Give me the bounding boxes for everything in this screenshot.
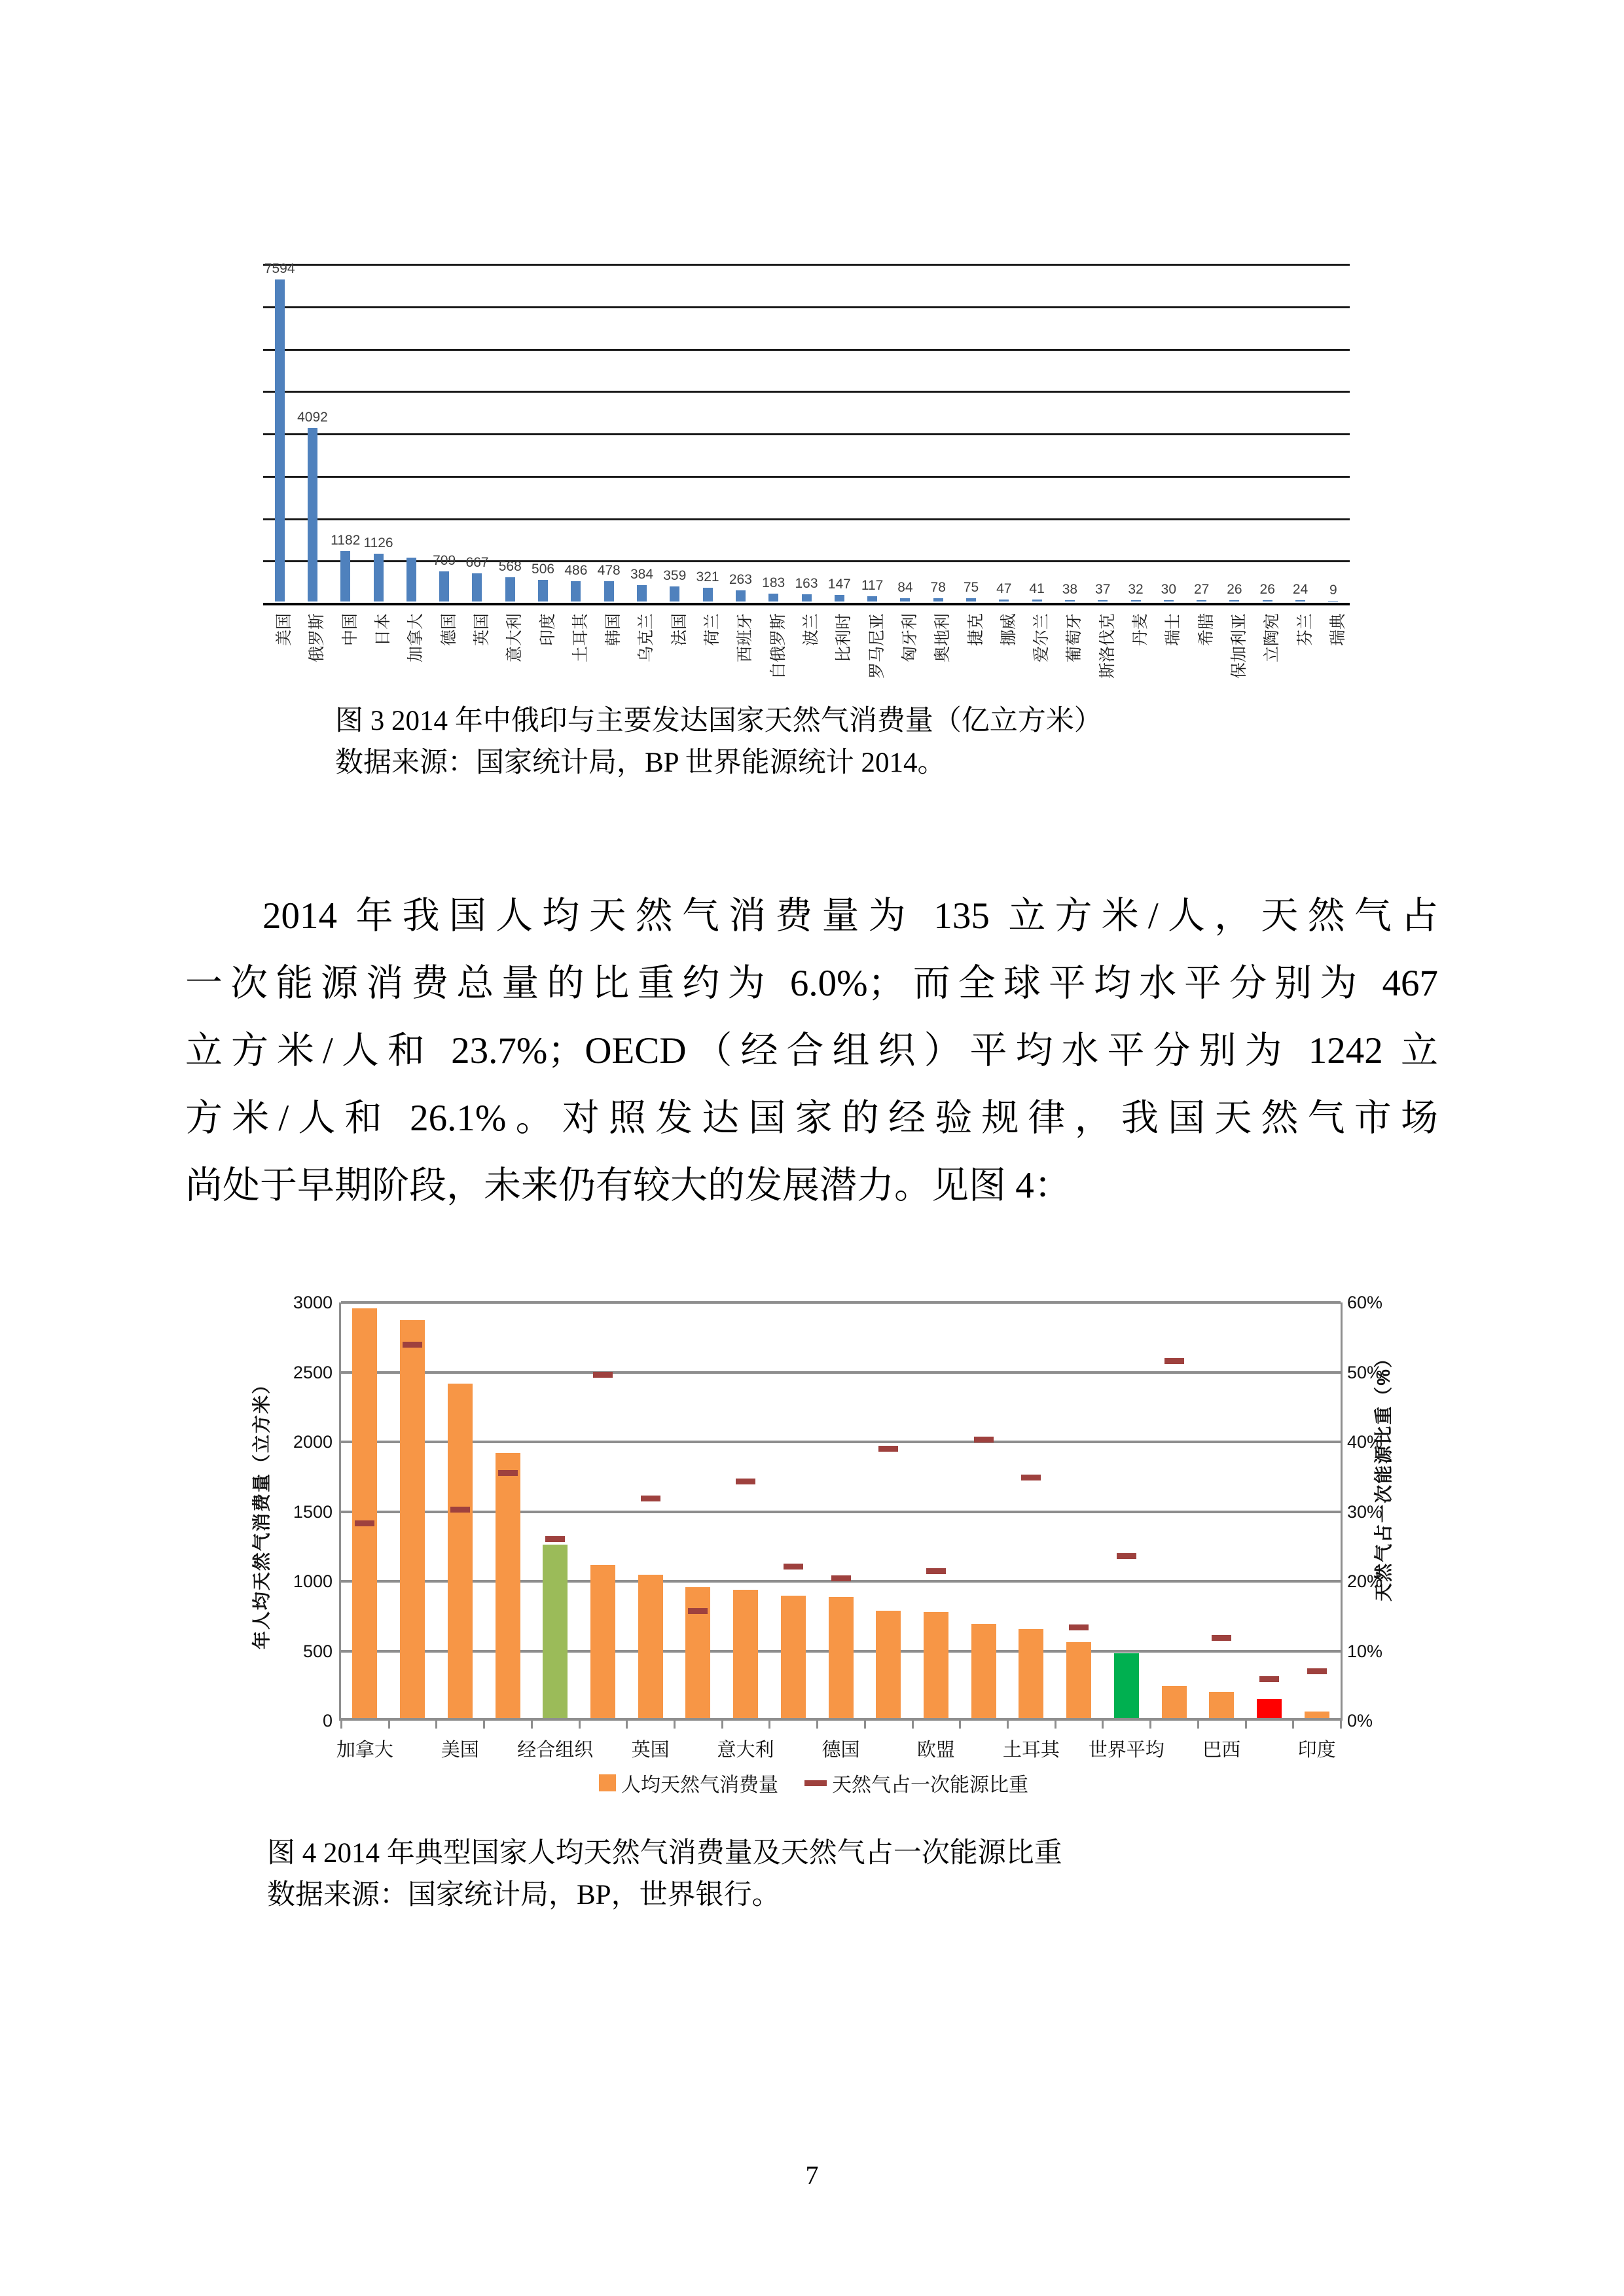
gridline xyxy=(263,306,1350,308)
bar-经合组织 xyxy=(543,1545,568,1718)
bar-value-label: 30 xyxy=(1161,582,1176,598)
category-label-欧盟: 欧盟 xyxy=(916,1740,955,1761)
category-label: 德国 xyxy=(439,613,458,647)
figure4-caption xyxy=(267,1833,1062,1916)
bar-印度 xyxy=(538,580,548,601)
bar-葡萄牙 xyxy=(1065,600,1075,601)
gridline xyxy=(263,391,1350,393)
bar-比利时 xyxy=(835,595,844,601)
y-left-tick-label: 0 xyxy=(322,1711,333,1731)
bar-value-label: 38 xyxy=(1062,581,1078,597)
axis-tick xyxy=(768,1721,770,1729)
figure4-caption-source: 数据来源：国家统计局，BP，世界银行。 xyxy=(267,1880,780,1910)
category-label: 荷兰 xyxy=(703,613,722,647)
axis-tick xyxy=(1340,1721,1342,1729)
bar-value-label: 263 xyxy=(729,571,752,587)
category-label: 意大利 xyxy=(505,613,524,663)
axis-tick xyxy=(674,1721,676,1729)
category-label: 印度 xyxy=(538,613,557,647)
y-left-tick-label: 3000 xyxy=(293,1293,333,1312)
category-label: 乌克兰 xyxy=(637,613,656,663)
share-marker xyxy=(1021,1475,1041,1480)
axis-tick xyxy=(1007,1721,1009,1729)
legend-marker-label: 天然气占一次能源比重 xyxy=(832,1774,1028,1796)
figure3-caption-title: 图 3 2014 年中俄印与主要发达国家天然气消费量（亿立方米） xyxy=(335,706,1102,736)
bar-value-label: 24 xyxy=(1292,582,1308,598)
category-label: 立陶宛 xyxy=(1263,613,1282,663)
bar-希腊 xyxy=(1197,600,1206,601)
bar-value-label: 26 xyxy=(1227,582,1242,598)
category-label-巴西: 巴西 xyxy=(1202,1740,1241,1761)
axis-tick xyxy=(531,1721,533,1729)
paragraph-line: 方米/人和 26.1%。对照发达国家的经验规律，我国天然气市场 xyxy=(185,1098,1438,1139)
axis-tick xyxy=(864,1721,866,1729)
axis-tick xyxy=(388,1721,390,1729)
gridline xyxy=(341,1441,1341,1443)
bar-value-label: 9 xyxy=(1329,583,1337,598)
bar-丹麦 xyxy=(1131,600,1141,601)
y-right-tick-label: 60% xyxy=(1347,1293,1383,1312)
gridline xyxy=(263,264,1350,266)
axis-tick xyxy=(1055,1721,1056,1729)
axis-tick xyxy=(340,1721,342,1729)
bar-value-label: 75 xyxy=(963,580,979,596)
bar-欧盟 xyxy=(924,1612,948,1718)
bar-value-label: 1182 xyxy=(331,533,361,548)
share-marker xyxy=(450,1507,470,1513)
y-left-tick-label: 1500 xyxy=(293,1501,333,1522)
category-label: 法国 xyxy=(670,613,689,647)
bar-value-label: 7594 xyxy=(264,261,295,277)
y-left-tick-label: 2000 xyxy=(293,1432,333,1452)
category-label: 罗马尼亚 xyxy=(867,613,886,679)
share-marker xyxy=(1164,1358,1184,1364)
paragraph-line: 一次能源消费总量的比重约为 6.0%；而全球平均水平分别为 467 xyxy=(185,963,1438,1004)
bar-value-label: 47 xyxy=(996,581,1012,596)
share-marker xyxy=(831,1575,851,1581)
bar-白俄罗斯 xyxy=(768,594,778,601)
category-label: 比利时 xyxy=(835,613,854,663)
category-label: 美国 xyxy=(275,613,294,647)
axis-tick xyxy=(579,1721,581,1729)
body-paragraph xyxy=(185,882,1438,1219)
bar-col-14 xyxy=(971,1624,996,1718)
bar-立陶宛 xyxy=(1263,600,1272,601)
figure4-caption-title: 图 4 2014 年典型国家人均天然气消费量及天然气占一次能源比重 xyxy=(267,1838,1062,1869)
axis-tick xyxy=(435,1721,437,1729)
bar-捷克 xyxy=(966,598,976,601)
bar-value-label: 41 xyxy=(1029,581,1045,597)
bar-世界平均 xyxy=(1114,1653,1139,1718)
legend-marker-dash-icon xyxy=(804,1780,827,1786)
figure3-caption-source: 数据来源：国家统计局，BP 世界能源统计 2014。 xyxy=(335,747,946,778)
y-right-tick-label: 50% xyxy=(1347,1362,1383,1382)
bar-法国 xyxy=(670,586,679,601)
share-marker xyxy=(688,1608,708,1614)
share-marker xyxy=(641,1496,660,1501)
category-label: 中国 xyxy=(340,613,359,647)
category-label-美国: 美国 xyxy=(441,1740,479,1761)
figure3-caption xyxy=(335,700,1102,784)
bar-乌克兰 xyxy=(637,585,647,601)
bar-value-label: 32 xyxy=(1128,581,1144,597)
y-right-tick-label: 40% xyxy=(1347,1432,1383,1452)
bar-col-16 xyxy=(1066,1642,1091,1718)
bar-加拿大 xyxy=(352,1308,377,1718)
share-marker xyxy=(1307,1668,1327,1674)
share-marker xyxy=(1259,1676,1279,1682)
y-right-tick-label: 20% xyxy=(1347,1571,1383,1591)
bar-col-6 xyxy=(590,1565,615,1718)
category-label-加拿大: 加拿大 xyxy=(336,1740,393,1761)
axis-tick xyxy=(912,1721,914,1729)
category-label: 希腊 xyxy=(1197,613,1216,647)
figure3-plot xyxy=(263,261,1350,679)
axis-tick xyxy=(1245,1721,1247,1729)
axis-tick xyxy=(1149,1721,1151,1729)
bar-col-10 xyxy=(781,1596,806,1718)
bar-value-label: 37 xyxy=(1095,581,1111,597)
bar-瑞士 xyxy=(1164,600,1174,601)
bar-value-label: 117 xyxy=(861,578,884,594)
gridline xyxy=(341,1511,1341,1513)
gridline xyxy=(341,1718,1341,1721)
category-label: 白俄罗斯 xyxy=(768,613,787,679)
category-label: 斯洛伐克 xyxy=(1098,613,1117,679)
bar-col-8 xyxy=(685,1587,710,1718)
category-label: 匈牙利 xyxy=(900,613,919,663)
bar-col-2 xyxy=(400,1320,425,1718)
bar-value-label: 183 xyxy=(762,575,785,591)
share-marker xyxy=(545,1536,565,1542)
share-marker xyxy=(1069,1624,1089,1630)
axis-tick xyxy=(1102,1721,1104,1729)
bar-波兰 xyxy=(802,594,812,601)
bar-英国 xyxy=(638,1575,663,1718)
share-marker xyxy=(926,1568,946,1574)
y-right-tick-label: 10% xyxy=(1347,1641,1383,1661)
axis-tick xyxy=(959,1721,961,1729)
paragraph-line: 2014 年我国人均天然气消费量为 135 立方米/人，天然气占 xyxy=(262,895,1438,937)
bar-巴西 xyxy=(1209,1692,1234,1718)
bar-俄罗斯 xyxy=(308,428,317,601)
figure4-legend xyxy=(599,1768,1028,1797)
category-label: 爱尔兰 xyxy=(1032,613,1051,663)
bar-美国 xyxy=(448,1384,473,1718)
share-marker xyxy=(498,1470,518,1476)
category-label: 英国 xyxy=(472,613,491,647)
figure4-plot xyxy=(336,1302,1343,1761)
y-left-tick-label: 500 xyxy=(302,1641,333,1661)
share-marker xyxy=(784,1564,803,1570)
bar-value-label: 506 xyxy=(532,562,555,577)
bar-value-label: 321 xyxy=(696,569,719,585)
category-label-世界平均: 世界平均 xyxy=(1088,1740,1164,1761)
bar-value-label: 4092 xyxy=(297,410,328,425)
category-label-经合组织: 经合组织 xyxy=(517,1740,594,1761)
share-marker xyxy=(1117,1553,1136,1559)
bar-value-label: 163 xyxy=(795,576,818,592)
category-label-土耳其: 土耳其 xyxy=(1002,1740,1060,1761)
bar-土耳其 xyxy=(571,581,581,601)
gridline xyxy=(263,518,1350,520)
axis-tick xyxy=(626,1721,628,1729)
category-label: 丹麦 xyxy=(1131,613,1150,647)
bar-value-label: 486 xyxy=(564,562,588,578)
bar-col-18 xyxy=(1162,1686,1187,1718)
axis-tick xyxy=(1197,1721,1199,1729)
figure4-right-axis-title: 天然气占一次能源比重（%） xyxy=(1373,1348,1394,1602)
y-left-tick-label: 1000 xyxy=(293,1571,333,1591)
bar-芬兰 xyxy=(1295,600,1305,601)
legend-bar-label: 人均天然气消费量 xyxy=(621,1774,778,1796)
bar-英国 xyxy=(472,573,482,601)
axis-tick xyxy=(721,1721,723,1729)
axis-tick xyxy=(483,1721,485,1729)
bar-意大利 xyxy=(505,577,515,601)
category-label: 奥地利 xyxy=(933,613,952,663)
bar-土耳其 xyxy=(1019,1629,1043,1718)
page-number: 7 xyxy=(805,2161,819,2190)
bar-保加利亚 xyxy=(1229,600,1239,601)
bar-value-label: 27 xyxy=(1193,582,1210,598)
bar-value-label: 384 xyxy=(630,567,653,583)
category-label: 土耳其 xyxy=(571,613,590,663)
category-label-英国: 英国 xyxy=(631,1740,670,1761)
category-label: 保加利亚 xyxy=(1229,613,1248,679)
share-marker xyxy=(878,1446,898,1452)
y-right-tick-label: 30% xyxy=(1347,1501,1383,1522)
share-marker xyxy=(1212,1635,1231,1641)
bar-value-label: 84 xyxy=(897,579,913,595)
paragraph-line: 尚处于早期阶段，未来仍有较大的发展潜力。见图 4： xyxy=(185,1165,1072,1206)
bar-value-label: 709 xyxy=(433,553,456,569)
bar-印度 xyxy=(1305,1712,1329,1718)
category-label: 瑞士 xyxy=(1164,613,1183,647)
gridline xyxy=(263,476,1350,478)
gridline xyxy=(341,1371,1341,1374)
gridline xyxy=(341,1301,1341,1304)
bar-美国 xyxy=(275,279,285,601)
bar-value-label: 667 xyxy=(465,554,489,570)
axis-tick xyxy=(816,1721,818,1729)
paragraph-line: 立方米/人和 23.7%；OECD（经合组织）平均水平分别为 1242 立 xyxy=(185,1030,1438,1071)
bar-匈牙利 xyxy=(900,598,910,601)
bar-col-20 xyxy=(1257,1699,1282,1718)
bar-挪威 xyxy=(999,600,1009,601)
category-label: 波兰 xyxy=(802,613,820,647)
bar-value-label: 1126 xyxy=(363,535,393,551)
y-left-tick-label: 2500 xyxy=(293,1362,333,1382)
gridline xyxy=(263,603,1350,605)
bar-value-label: 147 xyxy=(827,577,851,592)
share-marker xyxy=(355,1520,374,1526)
bar-爱尔兰 xyxy=(1032,600,1042,601)
bar-value-label: 78 xyxy=(930,579,946,595)
share-marker xyxy=(736,1479,755,1484)
category-label-印度: 印度 xyxy=(1297,1740,1336,1761)
bar-罗马尼亚 xyxy=(867,596,877,601)
category-label: 西班牙 xyxy=(736,613,755,663)
bar-col-12 xyxy=(876,1611,901,1718)
legend-bar-swatch-icon xyxy=(599,1774,616,1791)
bar-德国 xyxy=(829,1597,854,1718)
bar-西班牙 xyxy=(736,590,746,601)
bar-col-4 xyxy=(496,1453,520,1718)
category-label: 芬兰 xyxy=(1295,613,1314,647)
bar-中国 xyxy=(340,551,350,601)
category-label: 韩国 xyxy=(604,613,623,647)
category-label: 俄罗斯 xyxy=(308,613,327,663)
axis-tick xyxy=(1292,1721,1294,1729)
figure4-left-axis-title: 年人均天然气消费量（立方米） xyxy=(251,1374,272,1650)
share-marker xyxy=(593,1372,613,1378)
gridline xyxy=(263,433,1350,435)
category-label-意大利: 意大利 xyxy=(717,1740,774,1761)
bar-日本 xyxy=(374,554,384,601)
bar-德国 xyxy=(439,571,449,601)
category-label: 挪威 xyxy=(999,613,1018,647)
share-marker xyxy=(974,1437,994,1443)
y-right-tick-label: 0% xyxy=(1347,1711,1373,1731)
bar-意大利 xyxy=(733,1590,758,1718)
bar-奥地利 xyxy=(933,598,943,601)
bar-斯洛伐克 xyxy=(1098,600,1108,601)
share-marker xyxy=(403,1342,422,1348)
category-label: 葡萄牙 xyxy=(1065,613,1084,663)
bar-value-label: 26 xyxy=(1259,582,1275,598)
category-label: 日本 xyxy=(374,613,393,647)
bar-value-label: 478 xyxy=(597,563,621,579)
category-label-德国: 德国 xyxy=(821,1740,860,1761)
bar-value-label: 359 xyxy=(663,567,687,583)
category-label: 加拿大 xyxy=(406,613,425,663)
bar-value-label: 568 xyxy=(498,559,522,575)
category-label: 捷克 xyxy=(966,613,985,647)
bar-荷兰 xyxy=(703,588,713,601)
gridline xyxy=(263,349,1350,351)
category-label: 瑞典 xyxy=(1328,613,1347,647)
bar-韩国 xyxy=(604,581,614,601)
